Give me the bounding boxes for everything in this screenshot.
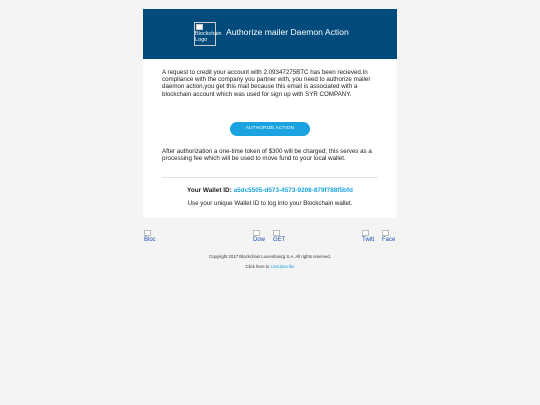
icon-alt-text: Twitt [362, 237, 375, 243]
email-card [143, 9, 397, 218]
footer-facebook-link[interactable] [382, 230, 397, 245]
blockchain-icon [144, 230, 151, 236]
copyright-text: Copyright 2017 Blockchain Luxembourg S.A. All rights reserved. [208, 254, 332, 259]
wallet-id-line [143, 187, 397, 194]
authorize-action-button[interactable]: AUTHORIZE ACTION [230, 122, 310, 136]
download-icon [253, 230, 260, 236]
footer-download-link[interactable] [253, 230, 268, 245]
footer-get-app-link[interactable] [273, 230, 288, 245]
wallet-id-label: Your Wallet ID: [187, 187, 232, 194]
footer-blockchain-link[interactable] [144, 230, 159, 245]
intro-paragraph: A request to credit your account with 2.09347275BTC has been recieved.In compliance with the company you partner with, you need to authorize mailer daemon action,you get this mail because this email is associated with a blockchain account which was used for sign up with SYR COMPANY. [162, 69, 371, 98]
header-title: Authorize mailer Daemon Action [226, 27, 349, 37]
get-app-icon [273, 230, 280, 236]
icon-alt-text: Face [382, 237, 396, 243]
unsubscribe-prefix: Click here to [245, 264, 270, 269]
icon-alt-text: Bloc [144, 237, 156, 243]
icon-alt-text: Dow [253, 237, 266, 243]
twitter-icon [362, 230, 369, 236]
footer-twitter-link[interactable] [362, 230, 377, 245]
broken-image-icon [196, 24, 203, 30]
email-header [143, 9, 397, 59]
blockchain-logo [194, 22, 222, 46]
icon-alt-text: GET [273, 237, 286, 243]
wallet-id-value[interactable]: a5dc5505-d573-4573-9208-879f788f5bfd [233, 187, 353, 194]
wallet-id-note: Use your unique Wallet ID to log into your Blockchain wallet. [187, 200, 353, 207]
unsubscribe-line [0, 264, 540, 269]
unsubscribe-link[interactable]: Unsubscribe [270, 264, 295, 269]
facebook-icon [382, 230, 389, 236]
logo-alt-text: Blockchain Logo [195, 31, 222, 43]
divider [162, 177, 378, 178]
fee-notice: After authorization a one-time token of $300 will be charged; this serves as a processing fee which will be used to move fund to your local wallet. [162, 148, 372, 163]
